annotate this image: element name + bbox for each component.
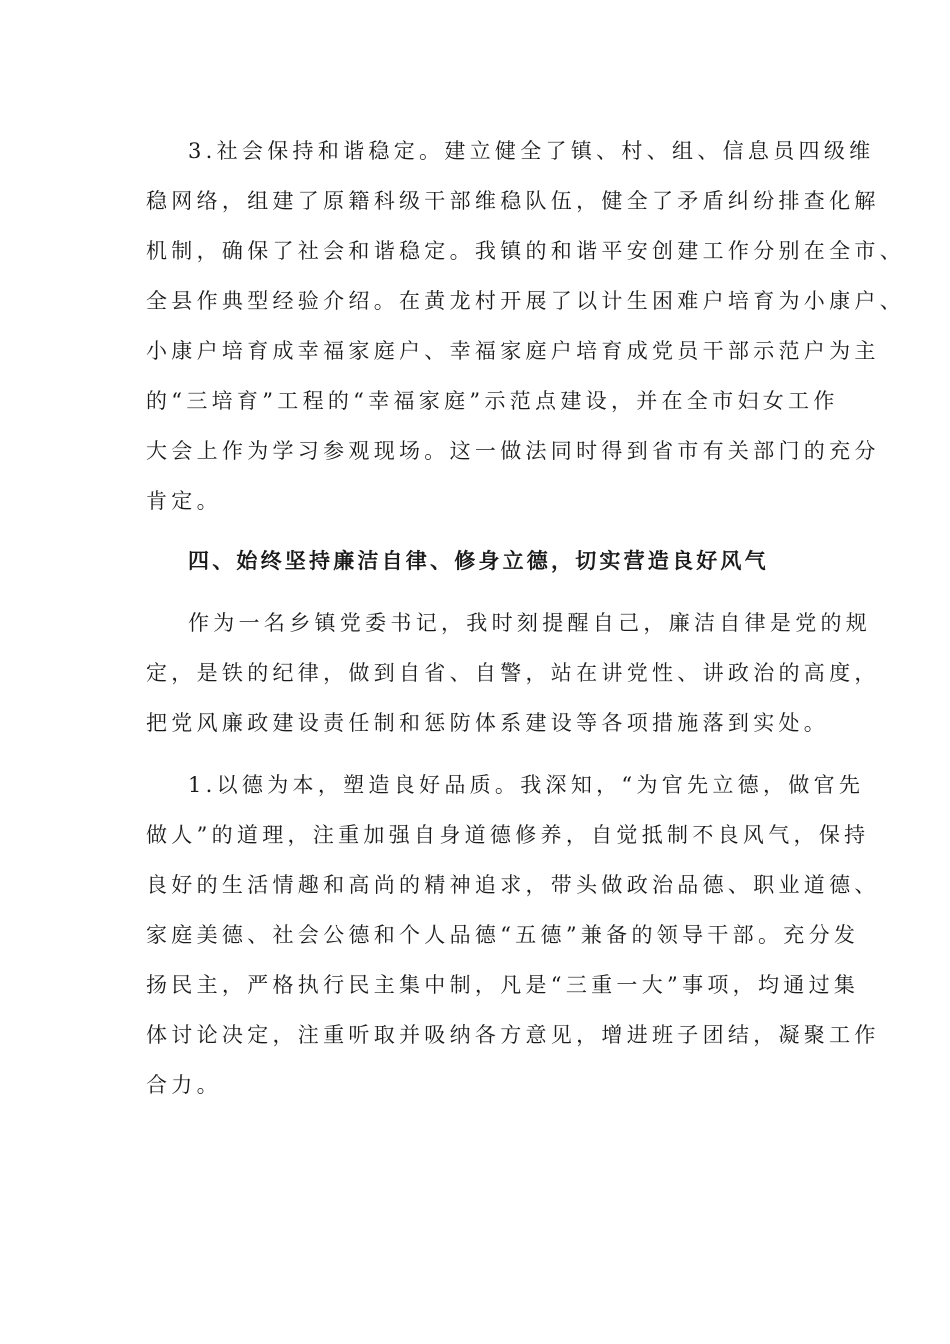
text-line: 3.社会保持和谐稳定。建立健全了镇、村、组、信息员四级维 (188, 139, 875, 163)
text-line: 肯定。 (146, 489, 222, 513)
text-line: 体讨论决定，注重听取并吸纳各方意见，增进班子团结，凝聚工作 (146, 1023, 880, 1047)
text-line: 小康户培育成幸福家庭户、幸福家庭户培育成党员干部示范户为主 (146, 339, 880, 363)
text-line: 作为一名乡镇党委书记，我时刻提醒自己，廉洁自律是党的规 (188, 611, 872, 635)
text-line: 合力。 (146, 1073, 222, 1097)
text-line: 的“三培育”工程的“幸福家庭”示范点建设，并在全市妇女工作 (146, 389, 839, 413)
text-line: 定，是铁的纪律，做到自省、自警，站在讲党性、讲政治的高度， (146, 661, 880, 685)
text-line: 大会上作为学习参观现场。这一做法同时得到省市有关部门的充分 (146, 439, 880, 463)
text-line: 家庭美德、社会公德和个人品德“五德”兼备的领导干部。充分发 (146, 923, 860, 947)
text-line: 良好的生活情趣和高尚的精神追求，带头做政治品德、职业道德、 (146, 873, 880, 897)
text-line: 全县作典型经验介绍。在黄龙村开展了以计生困难户培育为小康户、 (146, 289, 905, 313)
text-line: 机制，确保了社会和谐稳定。我镇的和谐平安创建工作分别在全市、 (146, 239, 905, 263)
text-line: 1.以德为本，塑造良好品质。我深知，“为官先立德，做官先 (188, 773, 865, 797)
text-line: 扬民主，严格执行民主集中制，凡是“三重一大”事项，均通过集 (146, 973, 860, 997)
text-line: 把党风廉政建设责任制和惩防体系建设等各项措施落到实处。 (146, 711, 830, 735)
text-line: 做人”的道理，注重加强自身道德修养，自觉抵制不良风气，保持 (146, 823, 870, 847)
section-heading: 四、始终坚持廉洁自律、修身立德，切实营造良好风气 (188, 549, 769, 573)
text-line: 稳网络，组建了原籍科级干部维稳队伍，健全了矛盾纠纷排查化解 (146, 189, 880, 213)
